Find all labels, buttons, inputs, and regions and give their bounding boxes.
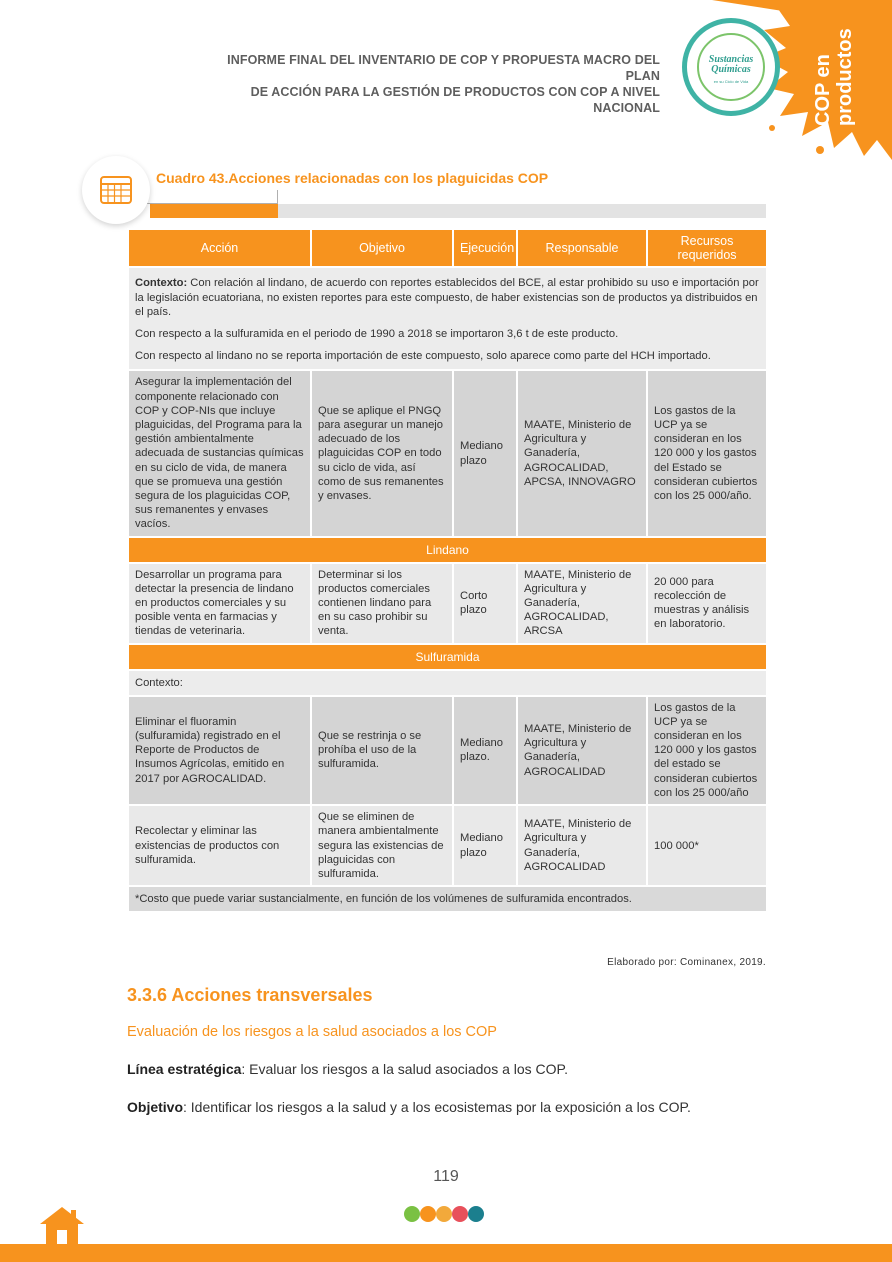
cell-responsable: MAATE, Ministerio de Agricultura y Ganadería, AGROCALIDAD: [517, 805, 647, 886]
caption-bar-accent: [150, 204, 278, 218]
table-header-row: [128, 229, 767, 267]
cell-objetivo: Determinar si los productos comerciales contienen lindano para en su caso prohibir su venta.: [311, 563, 453, 644]
section-title: Lindano: [128, 537, 767, 563]
cell-ejecucion: Mediano plazo.: [453, 696, 517, 805]
logo-word-2: Químicas: [711, 64, 751, 75]
objective-paragraph: [127, 1099, 691, 1115]
cell-objetivo: Que se aplique el PNGQ para asegurar un manejo adecuado de los plaguicidas COP en todo su ciclo de vida, así como de sus remanentes y envases.: [311, 370, 453, 536]
actions-table: [127, 228, 768, 913]
cell-objetivo: Que se eliminen de manera ambientalmente segura las existencias de plaguicidas con sulfuramida.: [311, 805, 453, 886]
col-header-accion: Acción: [128, 229, 311, 267]
cell-ejecucion: Mediano plazo: [453, 805, 517, 886]
context-label: Contexto:: [135, 277, 188, 290]
objective-text: : Identificar los riesgos a la salud y a los ecosistemas por la exposición a los COP.: [183, 1099, 691, 1115]
sustancias-quimicas-logo: [682, 18, 780, 116]
col-header-recursos: Recursos requeridos: [647, 229, 767, 267]
cell-recursos: Los gastos de la UCP ya se consideran en los 120 000 y los gastos del estado se consideran cubiertos con los 25 000/año: [647, 696, 767, 805]
table-row: [128, 563, 767, 644]
footer-bar: [0, 1244, 892, 1262]
section-heading: 3.3.6 Acciones transversales: [127, 985, 373, 1005]
chapter-side-label: [810, 30, 860, 140]
strategic-line-paragraph: [127, 1061, 568, 1077]
caption-label: Cuadro 43.: [156, 170, 229, 186]
cell-accion: Asegurar la implementación del componente relacionado con COP y COP-NIs que incluye plaguicidas, del Programa para la gestión ambientalmente adecuada de sustancias químicas en su ciclo de vida, de manera que se promueva una gestión segura de los plaguicidas COP, sus remanentes y envases vacíos.: [128, 370, 311, 536]
footnote-row: [128, 886, 767, 912]
cell-objetivo: Que se restrinja o se prohíba el uso de la sulfuramida.: [311, 696, 453, 805]
table-row: [128, 696, 767, 805]
cell-accion: Recolectar y eliminar las existencias de productos con sulfuramida.: [128, 805, 311, 886]
logo-tagline: en su Ciclo de Vida: [713, 79, 749, 84]
context-row: [128, 670, 767, 696]
cell-responsable: MAATE, Ministerio de Agricultura y Ganadería, AGROCALIDAD: [517, 696, 647, 805]
cell-ejecucion: Corto plazo: [453, 563, 517, 644]
context-paragraph-3: Con respecto al lindano no se reporta importación de este compuesto, solo aparece como parte del HCH importado.: [135, 350, 711, 363]
header-line-1: INFORME FINAL DEL INVENTARIO DE COP Y PROPUESTA MACRO DEL PLAN: [227, 53, 660, 83]
teal-dot: [468, 1206, 484, 1222]
col-header-ejecucion: Ejecución: [453, 229, 517, 267]
table-row: [128, 370, 767, 536]
table-source: Elaborado por: Cominanex, 2019.: [607, 957, 766, 968]
strategic-line-label: Línea estratégica: [127, 1061, 242, 1077]
table-footnote: *Costo que puede variar sustancialmente, en función de los volúmenes de sulfuramida encontrados.: [128, 886, 767, 912]
context-row: [128, 267, 767, 370]
section-subheading: Evaluación de los riesgos a la salud asociados a los COP: [127, 1024, 497, 1040]
orange-dot: [420, 1206, 436, 1222]
table-icon: [99, 174, 133, 206]
cell-responsable: MAATE, Ministerio de Agricultura y Ganadería, AGROCALIDAD, ARCSA: [517, 563, 647, 644]
header-line-2: DE ACCIÓN PARA LA GESTIÓN DE PRODUCTOS CON COP A NIVEL NACIONAL: [250, 85, 660, 115]
objective-label: Objetivo: [127, 1099, 184, 1115]
document-running-header: [200, 52, 660, 116]
cell-ejecucion: Mediano plazo: [453, 370, 517, 536]
table-row: [128, 805, 767, 886]
red-dot: [452, 1206, 468, 1222]
table-icon-badge: [82, 156, 150, 224]
cell-recursos: 20 000 para recolección de muestras y análisis en laboratorio.: [647, 563, 767, 644]
caption-connector-line: [140, 190, 278, 204]
side-label-line-2: productos: [834, 28, 856, 126]
home-icon[interactable]: [38, 1204, 86, 1244]
col-header-objetivo: Objetivo: [311, 229, 453, 267]
cell-recursos: 100 000*: [647, 805, 767, 886]
green-dot: [404, 1206, 420, 1222]
side-label-line-1: COP en: [812, 54, 834, 126]
table-caption: [156, 170, 548, 186]
cell-recursos: Los gastos de la UCP ya se consideran en los 120 000 y los gastos del Estado se consideran cubiertos con los 25 000/año.: [647, 370, 767, 536]
context-paragraph-1: Con relación al lindano, de acuerdo con reportes establecidos del BCE, al estar prohibido su uso e importación por la legislación ecuatoriana, no existen reportes para este compuesto, de haber existencias son de productos ya distribuidos en el país.: [135, 277, 759, 318]
yellow-dot: [436, 1206, 452, 1222]
col-header-responsable: Responsable: [517, 229, 647, 267]
logo-word-1: Sustancias: [708, 54, 754, 65]
strategic-line-text: : Evaluar los riesgos a la salud asociados a los COP.: [241, 1061, 568, 1077]
cell-accion: Desarrollar un programa para detectar la presencia de lindano en productos comerciales y su posible venta en farmacias y tiendas de veterinaria.: [128, 563, 311, 644]
cell-responsable: MAATE, Ministerio de Agricultura y Ganadería, AGROCALIDAD, APCSA, INNOVAGRO: [517, 370, 647, 536]
cell-accion: Eliminar el fluoramin (sulfuramida) registrado en el Reporte de Productos de Insumos Agrícolas, emitido en 2017 por AGROCALIDAD.: [128, 696, 311, 805]
context-paragraph-2: Con respecto a la sulfuramida en el periodo de 1990 a 2018 se importaron 3,6 t de este producto.: [135, 328, 619, 341]
context-cell: [128, 267, 767, 370]
section-title: Sulfuramida: [128, 644, 767, 670]
section-row-sulfuramida: [128, 644, 767, 670]
caption-title: Acciones relacionadas con los plaguicidas COP: [228, 170, 549, 186]
context-cell: Contexto:: [128, 670, 767, 696]
section-row-lindano: [128, 537, 767, 563]
page-number: 119: [433, 1168, 459, 1185]
